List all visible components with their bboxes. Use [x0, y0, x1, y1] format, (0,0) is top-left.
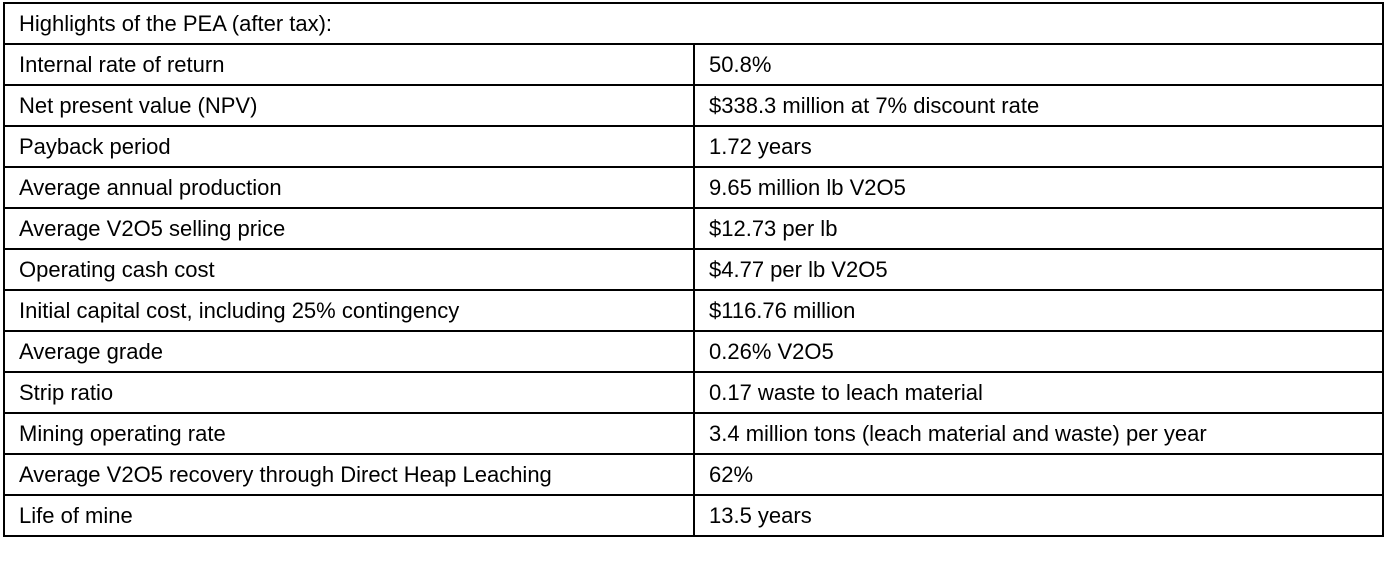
row-value: $116.76 million	[694, 290, 1383, 331]
table-row	[4, 290, 1383, 331]
table-row	[4, 85, 1383, 126]
table-title-row	[4, 3, 1383, 44]
row-label: Internal rate of return	[4, 44, 694, 85]
row-label: Payback period	[4, 126, 694, 167]
row-value: 0.26% V2O5	[694, 331, 1383, 372]
row-value: 13.5 years	[694, 495, 1383, 536]
pea-highlights-table	[3, 2, 1384, 537]
row-value: 3.4 million tons (leach material and waste) per year	[694, 413, 1383, 454]
row-value: 1.72 years	[694, 126, 1383, 167]
row-value: $338.3 million at 7% discount rate	[694, 85, 1383, 126]
row-label: Life of mine	[4, 495, 694, 536]
row-label: Average V2O5 recovery through Direct Heap Leaching	[4, 454, 694, 495]
table-row	[4, 495, 1383, 536]
row-label: Net present value (NPV)	[4, 85, 694, 126]
table-title: Highlights of the PEA (after tax):	[4, 3, 1383, 44]
row-value: 0.17 waste to leach material	[694, 372, 1383, 413]
table-row	[4, 331, 1383, 372]
row-value: 62%	[694, 454, 1383, 495]
row-label: Average grade	[4, 331, 694, 372]
table-row	[4, 44, 1383, 85]
row-value: 9.65 million lb V2O5	[694, 167, 1383, 208]
table-row	[4, 413, 1383, 454]
table-row	[4, 372, 1383, 413]
row-label: Initial capital cost, including 25% contingency	[4, 290, 694, 331]
table-row	[4, 249, 1383, 290]
row-label: Strip ratio	[4, 372, 694, 413]
row-label: Operating cash cost	[4, 249, 694, 290]
table-row	[4, 208, 1383, 249]
table-row	[4, 167, 1383, 208]
table-row	[4, 454, 1383, 495]
row-label: Average annual production	[4, 167, 694, 208]
row-label: Average V2O5 selling price	[4, 208, 694, 249]
row-label: Mining operating rate	[4, 413, 694, 454]
row-value: 50.8%	[694, 44, 1383, 85]
table-row	[4, 126, 1383, 167]
row-value: $12.73 per lb	[694, 208, 1383, 249]
row-value: $4.77 per lb V2O5	[694, 249, 1383, 290]
table-body	[4, 3, 1383, 536]
